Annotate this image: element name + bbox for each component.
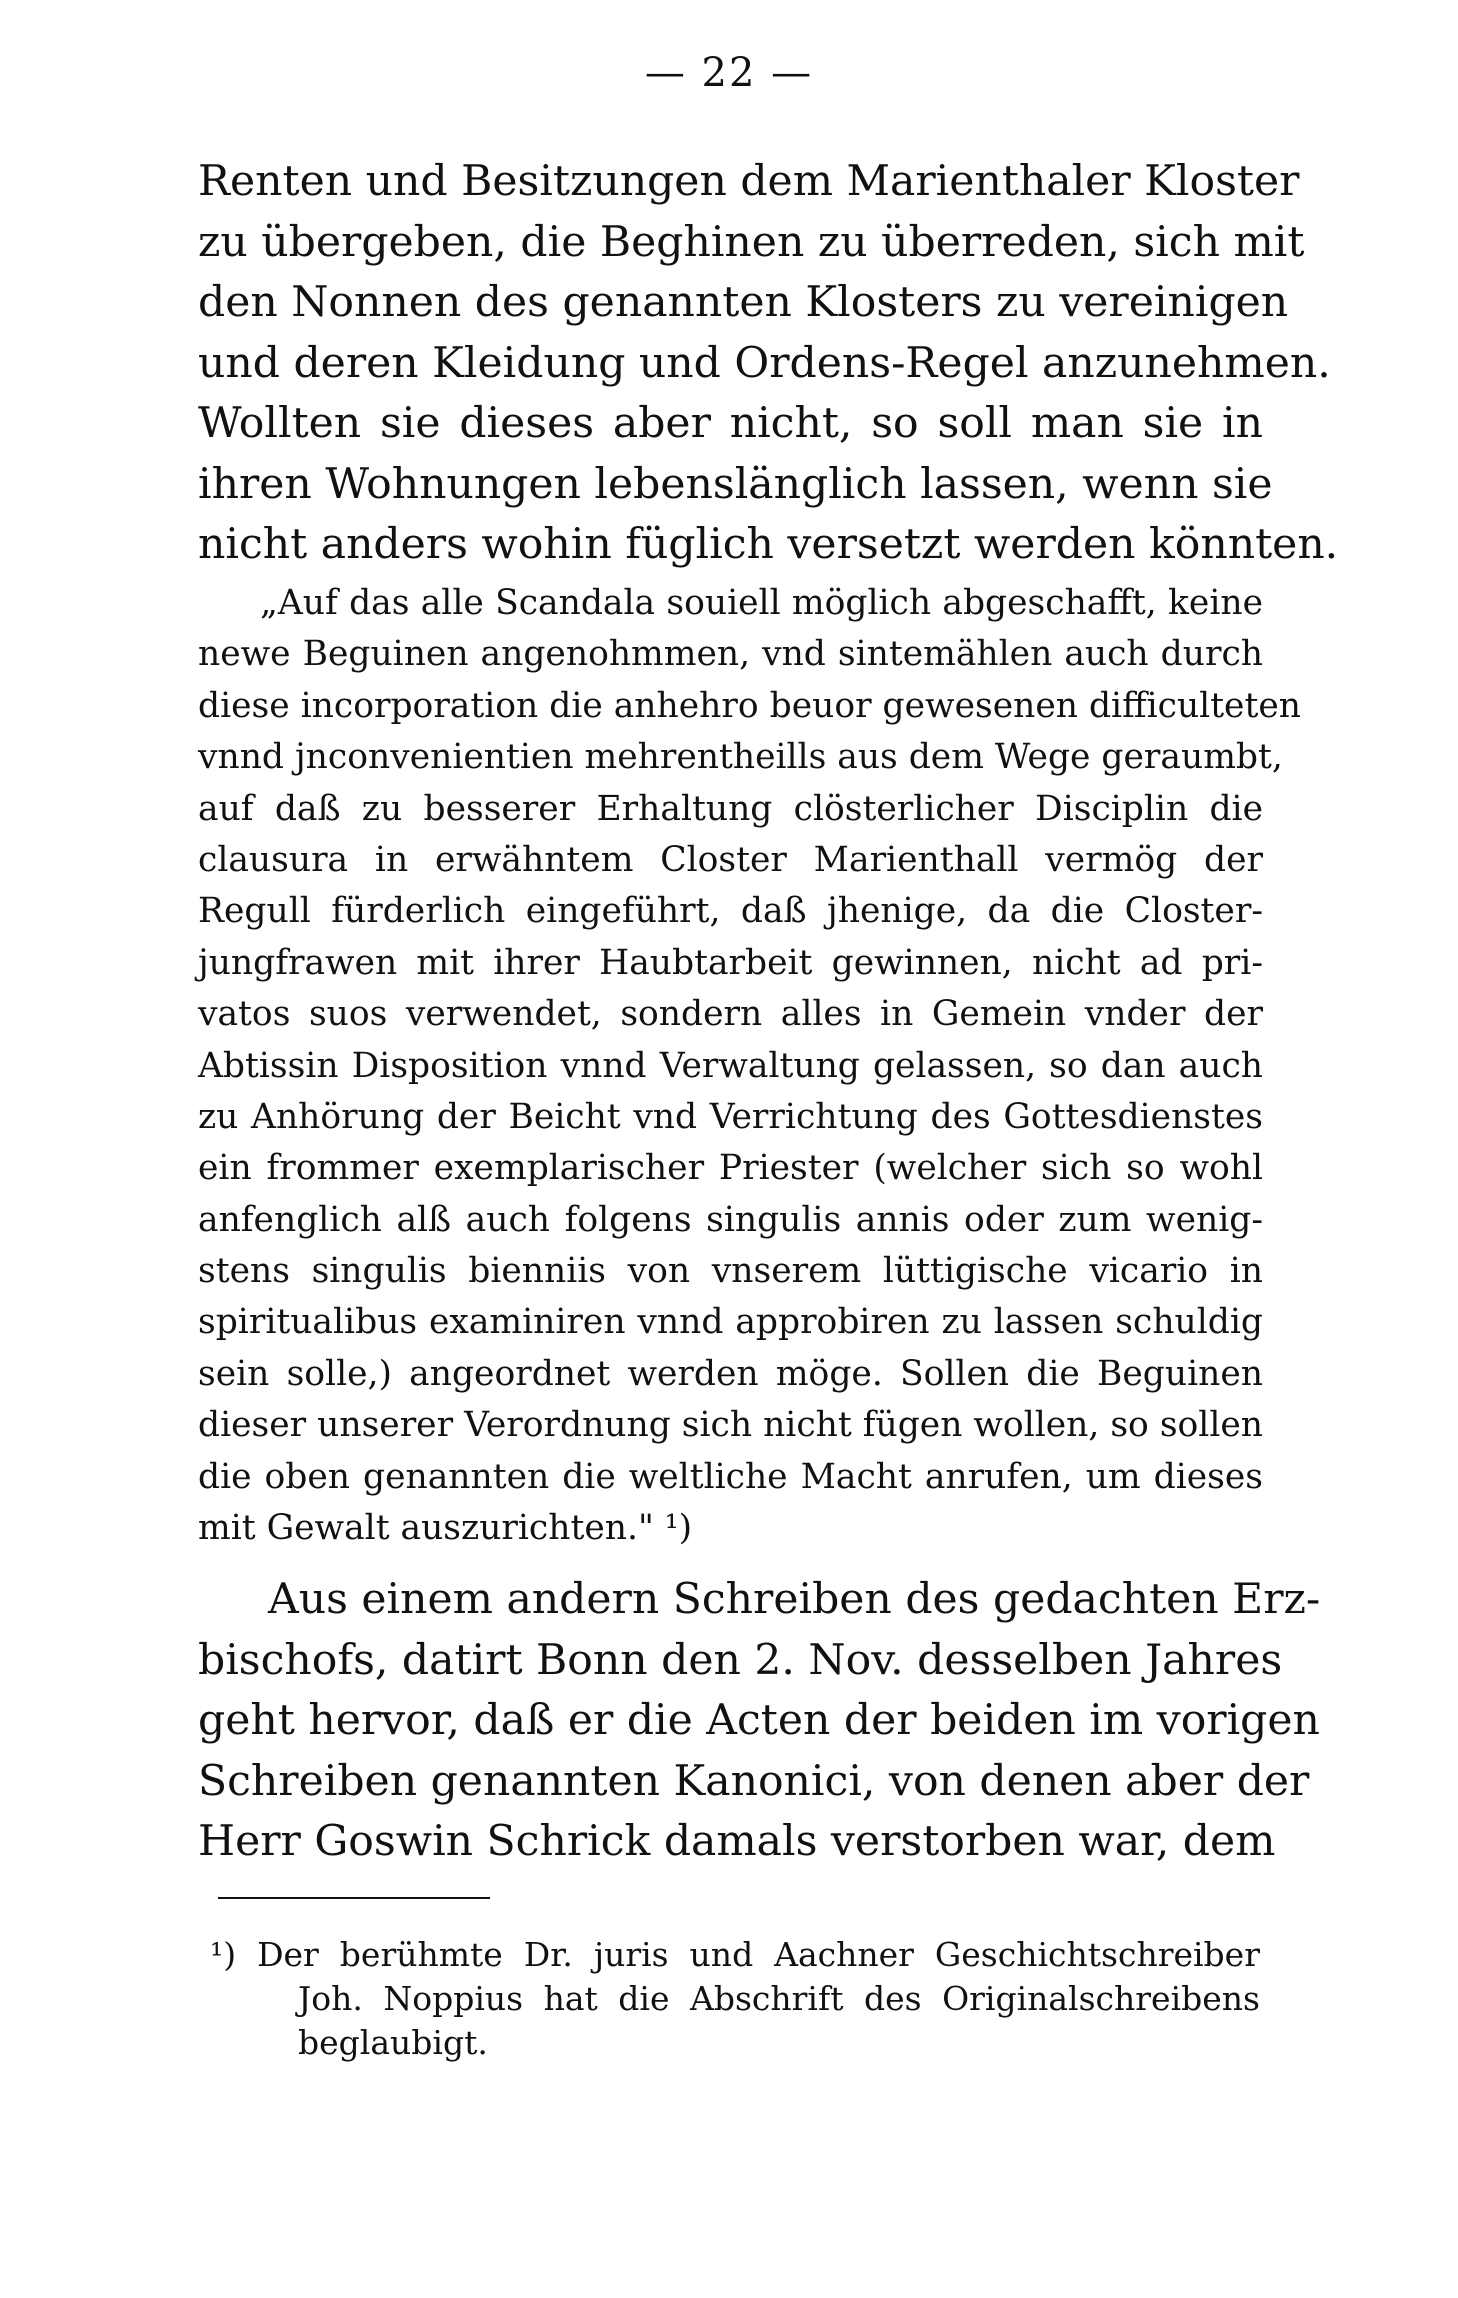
text-line: „Auf das alle Scandala souiell möglich abgeschafft, keine xyxy=(260,583,1263,623)
text-line: und deren Kleidung und Ordens-Regel anzunehmen. xyxy=(198,338,1331,388)
text-line: zu übergeben, die Beghinen zu überreden, sich mit xyxy=(198,217,1305,267)
text-line: geht hervor, daß er die Acten der beiden im vorigen xyxy=(198,1696,1320,1745)
text-line: den Nonnen des genannten Klosters zu vereinigen xyxy=(198,278,1289,327)
text-line: die oben genannten die weltliche Macht anrufen, um dieses xyxy=(198,1456,1263,1497)
text-line: zu Anhörung der Beicht vnd Verrichtung des Gottesdienstes xyxy=(198,1096,1263,1137)
text-line: bischofs, datirt Bonn den 2. Nov. desselben Jahres xyxy=(198,1635,1283,1685)
text-line: jungfrawen mit ihrer Haubtarbeit gewinnen, nicht ad pri- xyxy=(198,942,1263,983)
text-line: vatos suos verwendet, sondern alles in Gemein vnder der xyxy=(198,994,1263,1035)
text-line: mit Gewalt auszurichten." ¹) xyxy=(198,1508,693,1549)
text-line: spiritualibus examiniren vnnd approbiren zu lassen schuldig xyxy=(198,1302,1263,1343)
text-line: Herr Goswin Schrick damals verstorben war, dem xyxy=(198,1817,1276,1866)
main-paragraph xyxy=(198,152,1339,576)
text-line: diese incorporation die anhehro beuor gewesenen difficulteten xyxy=(198,685,1301,726)
text-line: clausura in erwähntem Closter Marienthall vermög der xyxy=(198,839,1263,880)
footnote-line: beglaubigt. xyxy=(298,2023,488,2062)
text-line: nicht anders wohin füglich versetzt werden könnten. xyxy=(198,520,1339,569)
second-paragraph xyxy=(198,1570,1321,1873)
text-line: dieser unserer Verordnung sich nicht fügen wollen, so sollen xyxy=(198,1405,1263,1446)
text-line: Regull fürderlich eingeführt, daß jhenige, da die Closter- xyxy=(198,891,1263,932)
footnote-line: Joh. Noppius hat die Abschrift des Originalschreibens xyxy=(298,1979,1260,2018)
text-line: ihren Wohnungen lebenslänglich lassen, wenn sie xyxy=(198,459,1273,509)
text-line: stens singulis bienniis von vnserem lüttigische vicario in xyxy=(198,1251,1263,1292)
text-line: Aus einem andern Schreiben des gedachten Erz- xyxy=(268,1575,1321,1624)
text-line: newe Beguinen angenohmmen, vnd sintemählen auch durch xyxy=(198,634,1263,675)
text-line: sein solle,) angeordnet werden möge. Sollen die Beguinen xyxy=(198,1353,1263,1394)
text-line: ein frommer exemplarischer Priester (welcher sich so wohl xyxy=(198,1148,1263,1189)
text-line: vnnd jnconvenientien mehrentheills aus dem Wege geraumbt, xyxy=(198,737,1283,778)
text-line: anfenglich alß auch folgens singulis annis oder zum wenig- xyxy=(198,1199,1263,1240)
page-number: — 22 — xyxy=(644,50,814,96)
footnote-line: ¹) Der berühmte Dr. juris und Aachner Geschichtschreiber xyxy=(210,1935,1260,1974)
text-line: auf daß zu besserer Erhaltung clösterlicher Disciplin die xyxy=(198,788,1263,829)
text-line: Schreiben genannten Kanonici, von denen aber der xyxy=(198,1756,1310,1806)
text-line: Abtissin Disposition vnnd Verwaltung gelassen, so dan auch xyxy=(198,1045,1263,1086)
footnote xyxy=(210,1933,1260,2065)
quoted-decree xyxy=(198,578,1301,1554)
text-line: Renten und Besitzungen dem Marienthaler Kloster xyxy=(198,157,1300,206)
text-line: Wollten sie dieses aber nicht, so soll man sie in xyxy=(198,399,1263,448)
footnote-divider xyxy=(218,1897,490,1899)
